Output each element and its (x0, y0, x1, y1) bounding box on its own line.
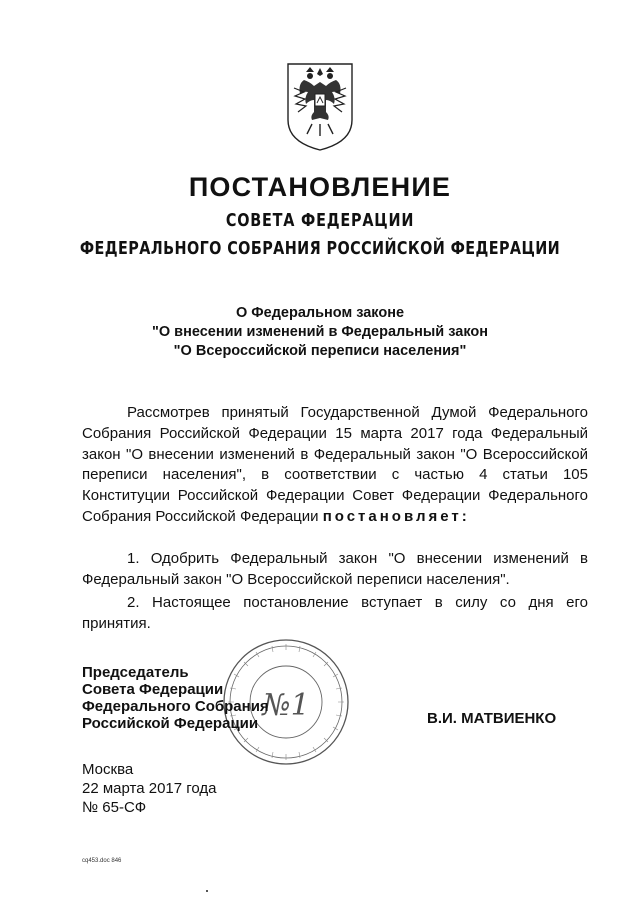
decision-item-2: 2. Настоящее постановление вступает в силу со дня его принятия. (82, 594, 588, 632)
subject-line-3: "О Всероссийской переписи населения" (173, 343, 467, 359)
signatory-line-2: Совета Федерации (82, 681, 224, 698)
preamble-paragraph (82, 403, 588, 528)
signatory-name: В.И. МАТВИЕНКО (427, 710, 557, 727)
coat-of-arms-emblem (284, 58, 356, 154)
scan-speck (206, 890, 208, 892)
place-date-number (82, 760, 217, 817)
document-number: № 65-СФ (82, 799, 147, 816)
issuer-line-2: ФЕДЕРАЛЬНОГО СОБРАНИЯ РОССИЙСКОЙ ФЕДЕРАЦИИ (79, 238, 561, 259)
subject-line-1: О Федеральном законе (235, 305, 405, 321)
preamble-text: Рассмотрев принятый Государственной Думой Федерального Собрания Российской Федерации 15 марта 2017 года Федеральный закон "О внесении изменений в Федеральный закон "О Всероссийской переписи населения", в соответствии с частью 4 статьи 105 Конституции Российской Федерации Совет Федерации Федерального Собрания Российской Федерации (82, 404, 588, 525)
decision-item-1: 1. Одобрить Федеральный закон "О внесении изменений в Федеральный закон "О Всероссийской переписи населения". (82, 550, 588, 588)
signatory-line-4: Российской Федерации (82, 715, 259, 732)
document-subject (0, 304, 640, 361)
signatory-title (82, 664, 269, 732)
file-code: cq453.doc 846 (82, 858, 122, 864)
city: Москва (82, 761, 134, 778)
subject-line-2: "О внесении изменений в Федеральный закон (152, 324, 488, 340)
decree-word: постановляет: (322, 507, 470, 525)
document-title: ПОСТАНОВЛЕНИЕ (188, 172, 452, 202)
date: 22 марта 2017 года (82, 780, 217, 797)
seal-number: №1 (262, 688, 310, 723)
issuer-line-1: СОВЕТА ФЕДЕРАЦИИ (225, 210, 415, 231)
signatory-line-1: Председатель (82, 664, 189, 681)
signatory-line-3: Федерального Собрания (82, 698, 269, 715)
